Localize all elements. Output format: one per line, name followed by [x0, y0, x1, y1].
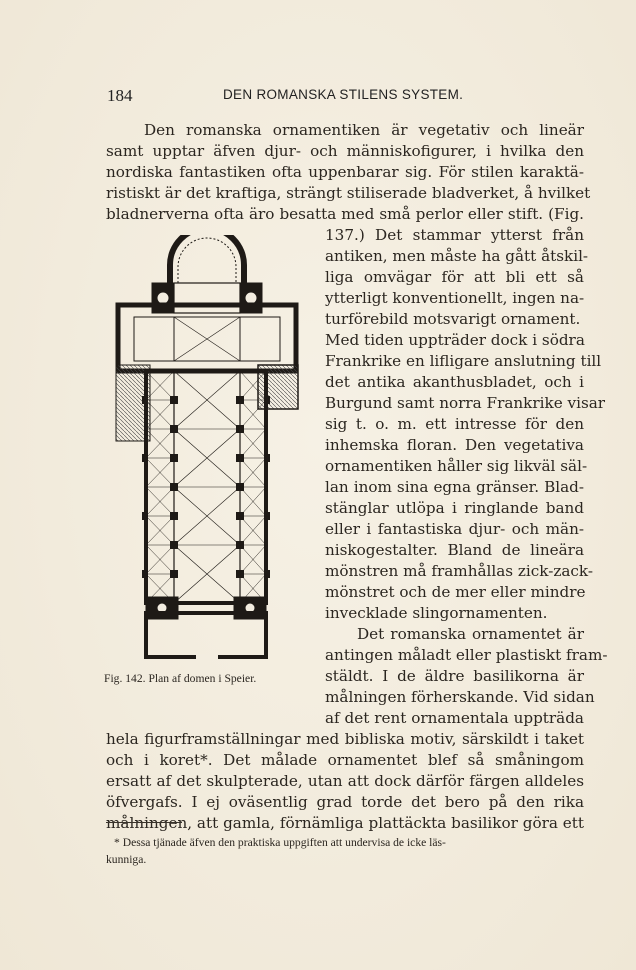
text-line: öfvergafs. I ej oväsentlig grad torde det bero på den rika [106, 793, 584, 811]
text-line: Med tiden uppträder dock i södra [325, 331, 585, 349]
text-line: stänglar utlöpa i ringlande band [325, 499, 584, 517]
text-line: ornamentiken håller sig likväl säl- [325, 457, 588, 475]
text-line: invecklade slingornamenten. [325, 604, 548, 622]
text-line: ersatt af det skulpterade, utan att dock därför färgen alldeles [106, 772, 584, 790]
running-title: DEN ROMANSKA STILENS SYSTEM. [223, 87, 464, 102]
text-line: af det rent ornamentala uppträda [325, 709, 584, 727]
text-line: och i koret*. Det målade ornamentet blef så småningom [106, 751, 584, 769]
text-line: ristiskt är det kraftiga, strängt stiliserade bladverket, å hvilket [106, 184, 591, 202]
church-floor-plan-figure [112, 235, 302, 665]
text-line: inhemska floran. Den vegetativa [325, 436, 584, 454]
text-line: antiken, men måste ha gått åtskil- [325, 247, 589, 265]
text-line: antingen måladt eller plastiskt fram- [325, 646, 608, 664]
text-line: ytterligt konventionellt, ingen na- [325, 289, 585, 307]
text-line: mönstren må framhållas zick-zack- [325, 562, 593, 580]
text-line: Det romanska ornamentet är [357, 625, 584, 643]
text-line: niskogestalter. Bland de lineära [325, 541, 584, 559]
text-line: turförebild motsvarigt ornament. [325, 310, 581, 328]
text-line: liga omvägar för att bli ett så [325, 268, 584, 286]
text-line: hela figurframställningar med bibliska motiv, särskildt i taket [106, 730, 584, 748]
text-line: bladnerverna ofta äro besatta med små perlor eller stift. (Fig. [106, 205, 584, 223]
figure-caption: Fig. 142. Plan af domen i Speier. [104, 672, 257, 685]
text-line: eller i fantastiska djur- och män- [325, 520, 584, 538]
footnote-rule [106, 822, 182, 823]
text-line: det antika akanthusbladet, och i [325, 373, 584, 391]
page-number: 184 [107, 86, 133, 105]
text-line: nordiska fantastiken ofta uppenbarar sig. För stilen karaktä- [106, 163, 584, 181]
text-line: Burgund samt norra Frankrike visar [325, 394, 606, 412]
footnote-line: * Dessa tjänade äfven den praktiska uppgiften att undervisa de icke läs- [114, 836, 446, 849]
text-line: mönstret och de mer eller mindre [325, 583, 586, 601]
page-header [107, 86, 585, 108]
text-line: Frankrike en lifligare anslutning till [325, 352, 602, 370]
text-line: målningen förherskande. Vid sidan [325, 688, 595, 706]
text-line: lan inom sina egna gränser. Blad- [325, 478, 584, 496]
footnote-line: kunniga. [106, 853, 147, 866]
text-line: målningen, att gamla, förnämliga plattäckta basilikor göra ett [106, 814, 584, 832]
text-line: stäldt. I de äldre basilikorna är [325, 667, 584, 685]
text-line: sig t. o. m. ett intresse för den [325, 415, 584, 433]
text-line: Den romanska ornamentiken är vegetativ och lineär [144, 121, 584, 139]
text-line: samt upptar äfven djur- och människofigurer, i hvilka den [106, 142, 584, 160]
text-line: 137.) Det stammar ytterst från [325, 226, 584, 244]
